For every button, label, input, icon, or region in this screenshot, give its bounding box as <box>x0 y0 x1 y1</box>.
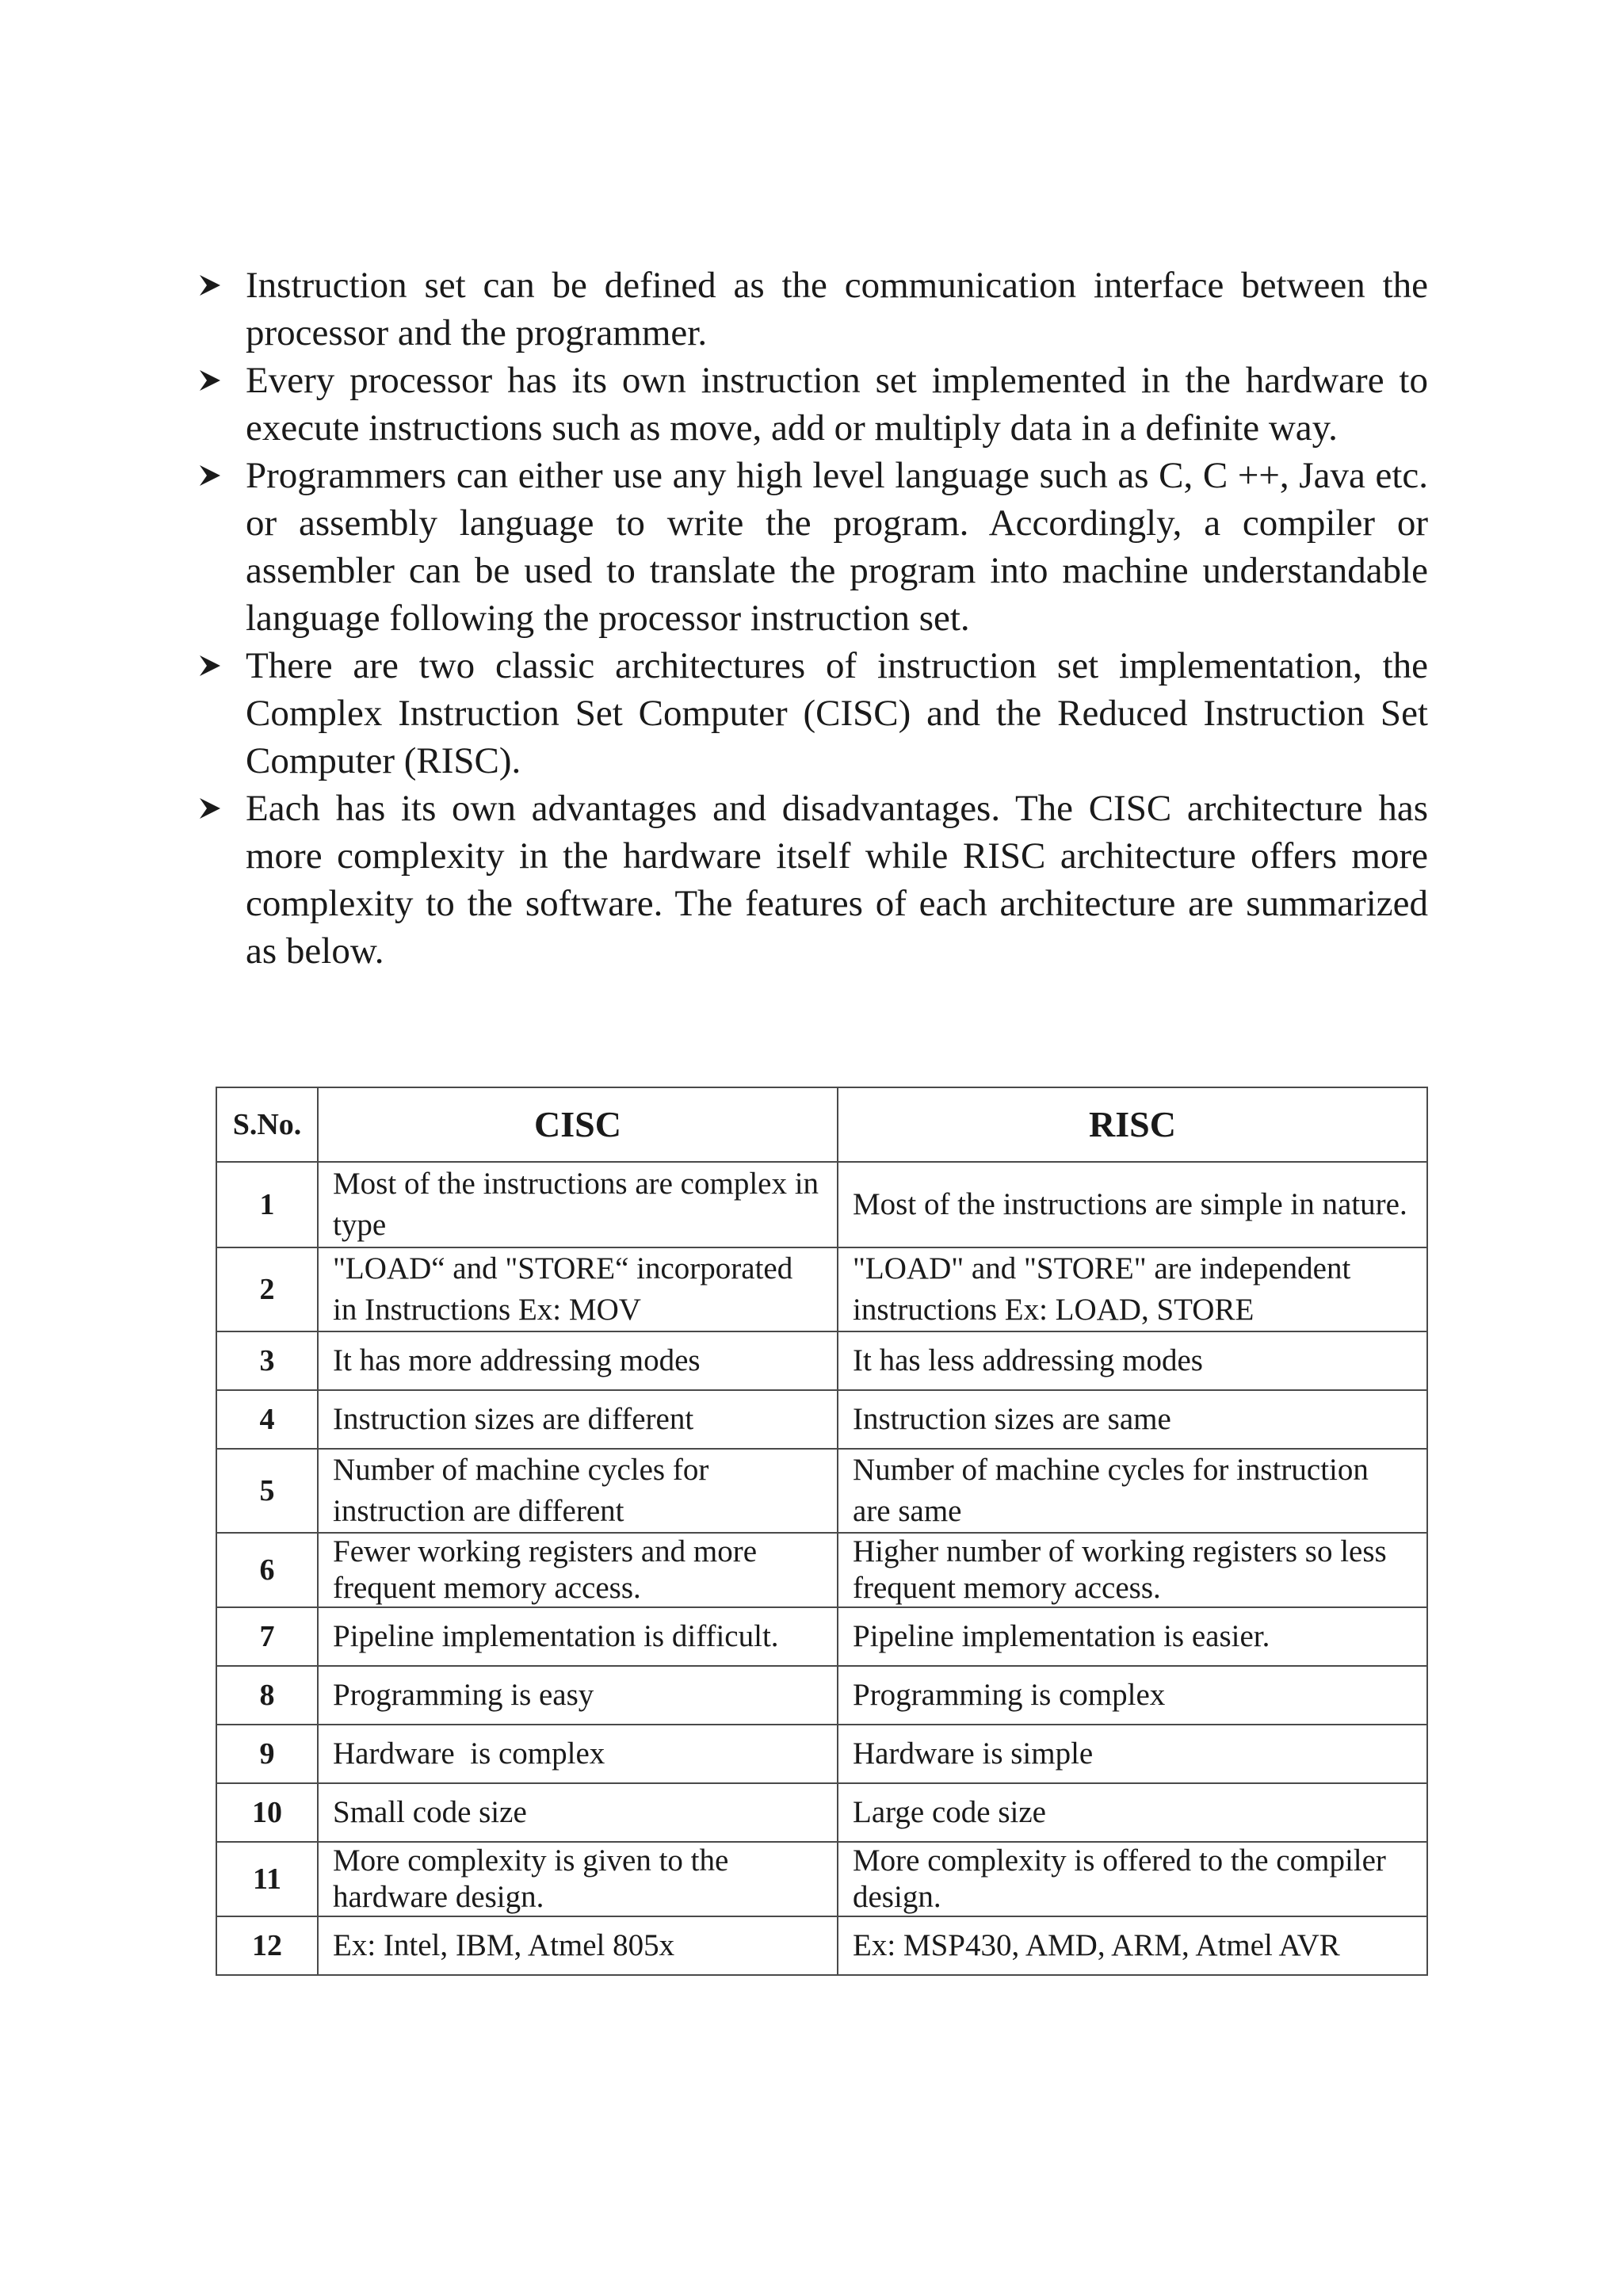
arrowhead-bullet-icon <box>198 642 231 690</box>
table-row <box>216 1783 1427 1842</box>
bullet-text: Instruction set can be defined as the communication interface between the processor and the programmer. <box>246 265 1428 353</box>
row-number: 12 <box>216 1916 318 1975</box>
table-row <box>216 1916 1427 1975</box>
cisc-cell: "LOAD“ and "STORE“ incorporated in Instructions Ex: MOV <box>318 1247 838 1331</box>
cisc-cell: Small code size <box>318 1783 838 1842</box>
bullet-item <box>198 642 1428 785</box>
risc-cell: Instruction sizes are same <box>838 1390 1427 1449</box>
risc-cell: It has less addressing modes <box>838 1331 1427 1390</box>
table-row <box>216 1247 1427 1331</box>
table-header-row <box>216 1087 1427 1162</box>
bullet-item <box>198 452 1428 642</box>
table-row <box>216 1331 1427 1390</box>
row-number: 10 <box>216 1783 318 1842</box>
cisc-cell: Hardware is complex <box>318 1725 838 1783</box>
table-row <box>216 1842 1427 1916</box>
risc-cell: More complexity is offered to the compiler design. <box>838 1842 1427 1916</box>
header-cisc: CISC <box>318 1087 838 1162</box>
table-row <box>216 1449 1427 1533</box>
arrowhead-bullet-icon <box>198 452 231 499</box>
table-row <box>216 1390 1427 1449</box>
bullet-item <box>198 357 1428 452</box>
risc-cell: "LOAD" and "STORE" are independent instructions Ex: LOAD, STORE <box>838 1247 1427 1331</box>
table-row <box>216 1162 1427 1247</box>
cisc-risc-comparison-table <box>216 1087 1428 1976</box>
row-number: 4 <box>216 1390 318 1449</box>
arrowhead-bullet-icon <box>198 785 231 832</box>
bullet-text: Programmers can either use any high level language such as C, C ++, Java etc. or assembly language to write the program. Accordingly, a compiler or assembler can be used to translate the program into machine understandable language following the processor instruction set. <box>246 455 1428 639</box>
row-number: 6 <box>216 1533 318 1607</box>
row-number: 3 <box>216 1331 318 1390</box>
cisc-cell: Pipeline implementation is difficult. <box>318 1607 838 1666</box>
cisc-cell: Instruction sizes are different <box>318 1390 838 1449</box>
risc-cell: Pipeline implementation is easier. <box>838 1607 1427 1666</box>
cisc-cell: Most of the instructions are complex in type <box>318 1162 838 1247</box>
risc-cell: Higher number of working registers so less frequent memory access. <box>838 1533 1427 1607</box>
table-row <box>216 1666 1427 1725</box>
row-number: 11 <box>216 1842 318 1916</box>
row-number: 1 <box>216 1162 318 1247</box>
bullet-text: There are two classic architectures of instruction set implementation, the Complex Instruction Set Computer (CISC) and the Reduced Instruction Set Computer (RISC). <box>246 645 1428 781</box>
row-number: 2 <box>216 1247 318 1331</box>
cisc-cell: More complexity is given to the hardware design. <box>318 1842 838 1916</box>
row-number: 9 <box>216 1725 318 1783</box>
risc-cell: Ex: MSP430, AMD, ARM, Atmel AVR <box>838 1916 1427 1975</box>
bullet-list <box>198 262 1428 975</box>
risc-cell: Large code size <box>838 1783 1427 1842</box>
cisc-cell: Ex: Intel, IBM, Atmel 805x <box>318 1916 838 1975</box>
header-risc: RISC <box>838 1087 1427 1162</box>
cisc-cell: Programming is easy <box>318 1666 838 1725</box>
table-row <box>216 1725 1427 1783</box>
table-row <box>216 1533 1427 1607</box>
cisc-cell: Number of machine cycles for instruction are different <box>318 1449 838 1533</box>
row-number: 8 <box>216 1666 318 1725</box>
risc-cell: Number of machine cycles for instruction are same <box>838 1449 1427 1533</box>
table-row <box>216 1607 1427 1666</box>
bullet-item <box>198 785 1428 975</box>
row-number: 5 <box>216 1449 318 1533</box>
cisc-cell: Fewer working registers and more frequent memory access. <box>318 1533 838 1607</box>
bullet-text: Every processor has its own instruction set implemented in the hardware to execute instructions such as move, add or multiply data in a definite way. <box>246 360 1428 449</box>
header-sno: S.No. <box>216 1087 318 1162</box>
risc-cell: Programming is complex <box>838 1666 1427 1725</box>
risc-cell: Hardware is simple <box>838 1725 1427 1783</box>
row-number: 7 <box>216 1607 318 1666</box>
cisc-cell: It has more addressing modes <box>318 1331 838 1390</box>
arrowhead-bullet-icon <box>198 357 231 404</box>
arrowhead-bullet-icon <box>198 262 231 309</box>
bullet-text: Each has its own advantages and disadvantages. The CISC architecture has more complexity in the hardware itself while RISC architecture offers more complexity to the software. The features of each architecture are summarized as below. <box>246 788 1428 972</box>
risc-cell: Most of the instructions are simple in nature. <box>838 1162 1427 1247</box>
bullet-item <box>198 262 1428 357</box>
